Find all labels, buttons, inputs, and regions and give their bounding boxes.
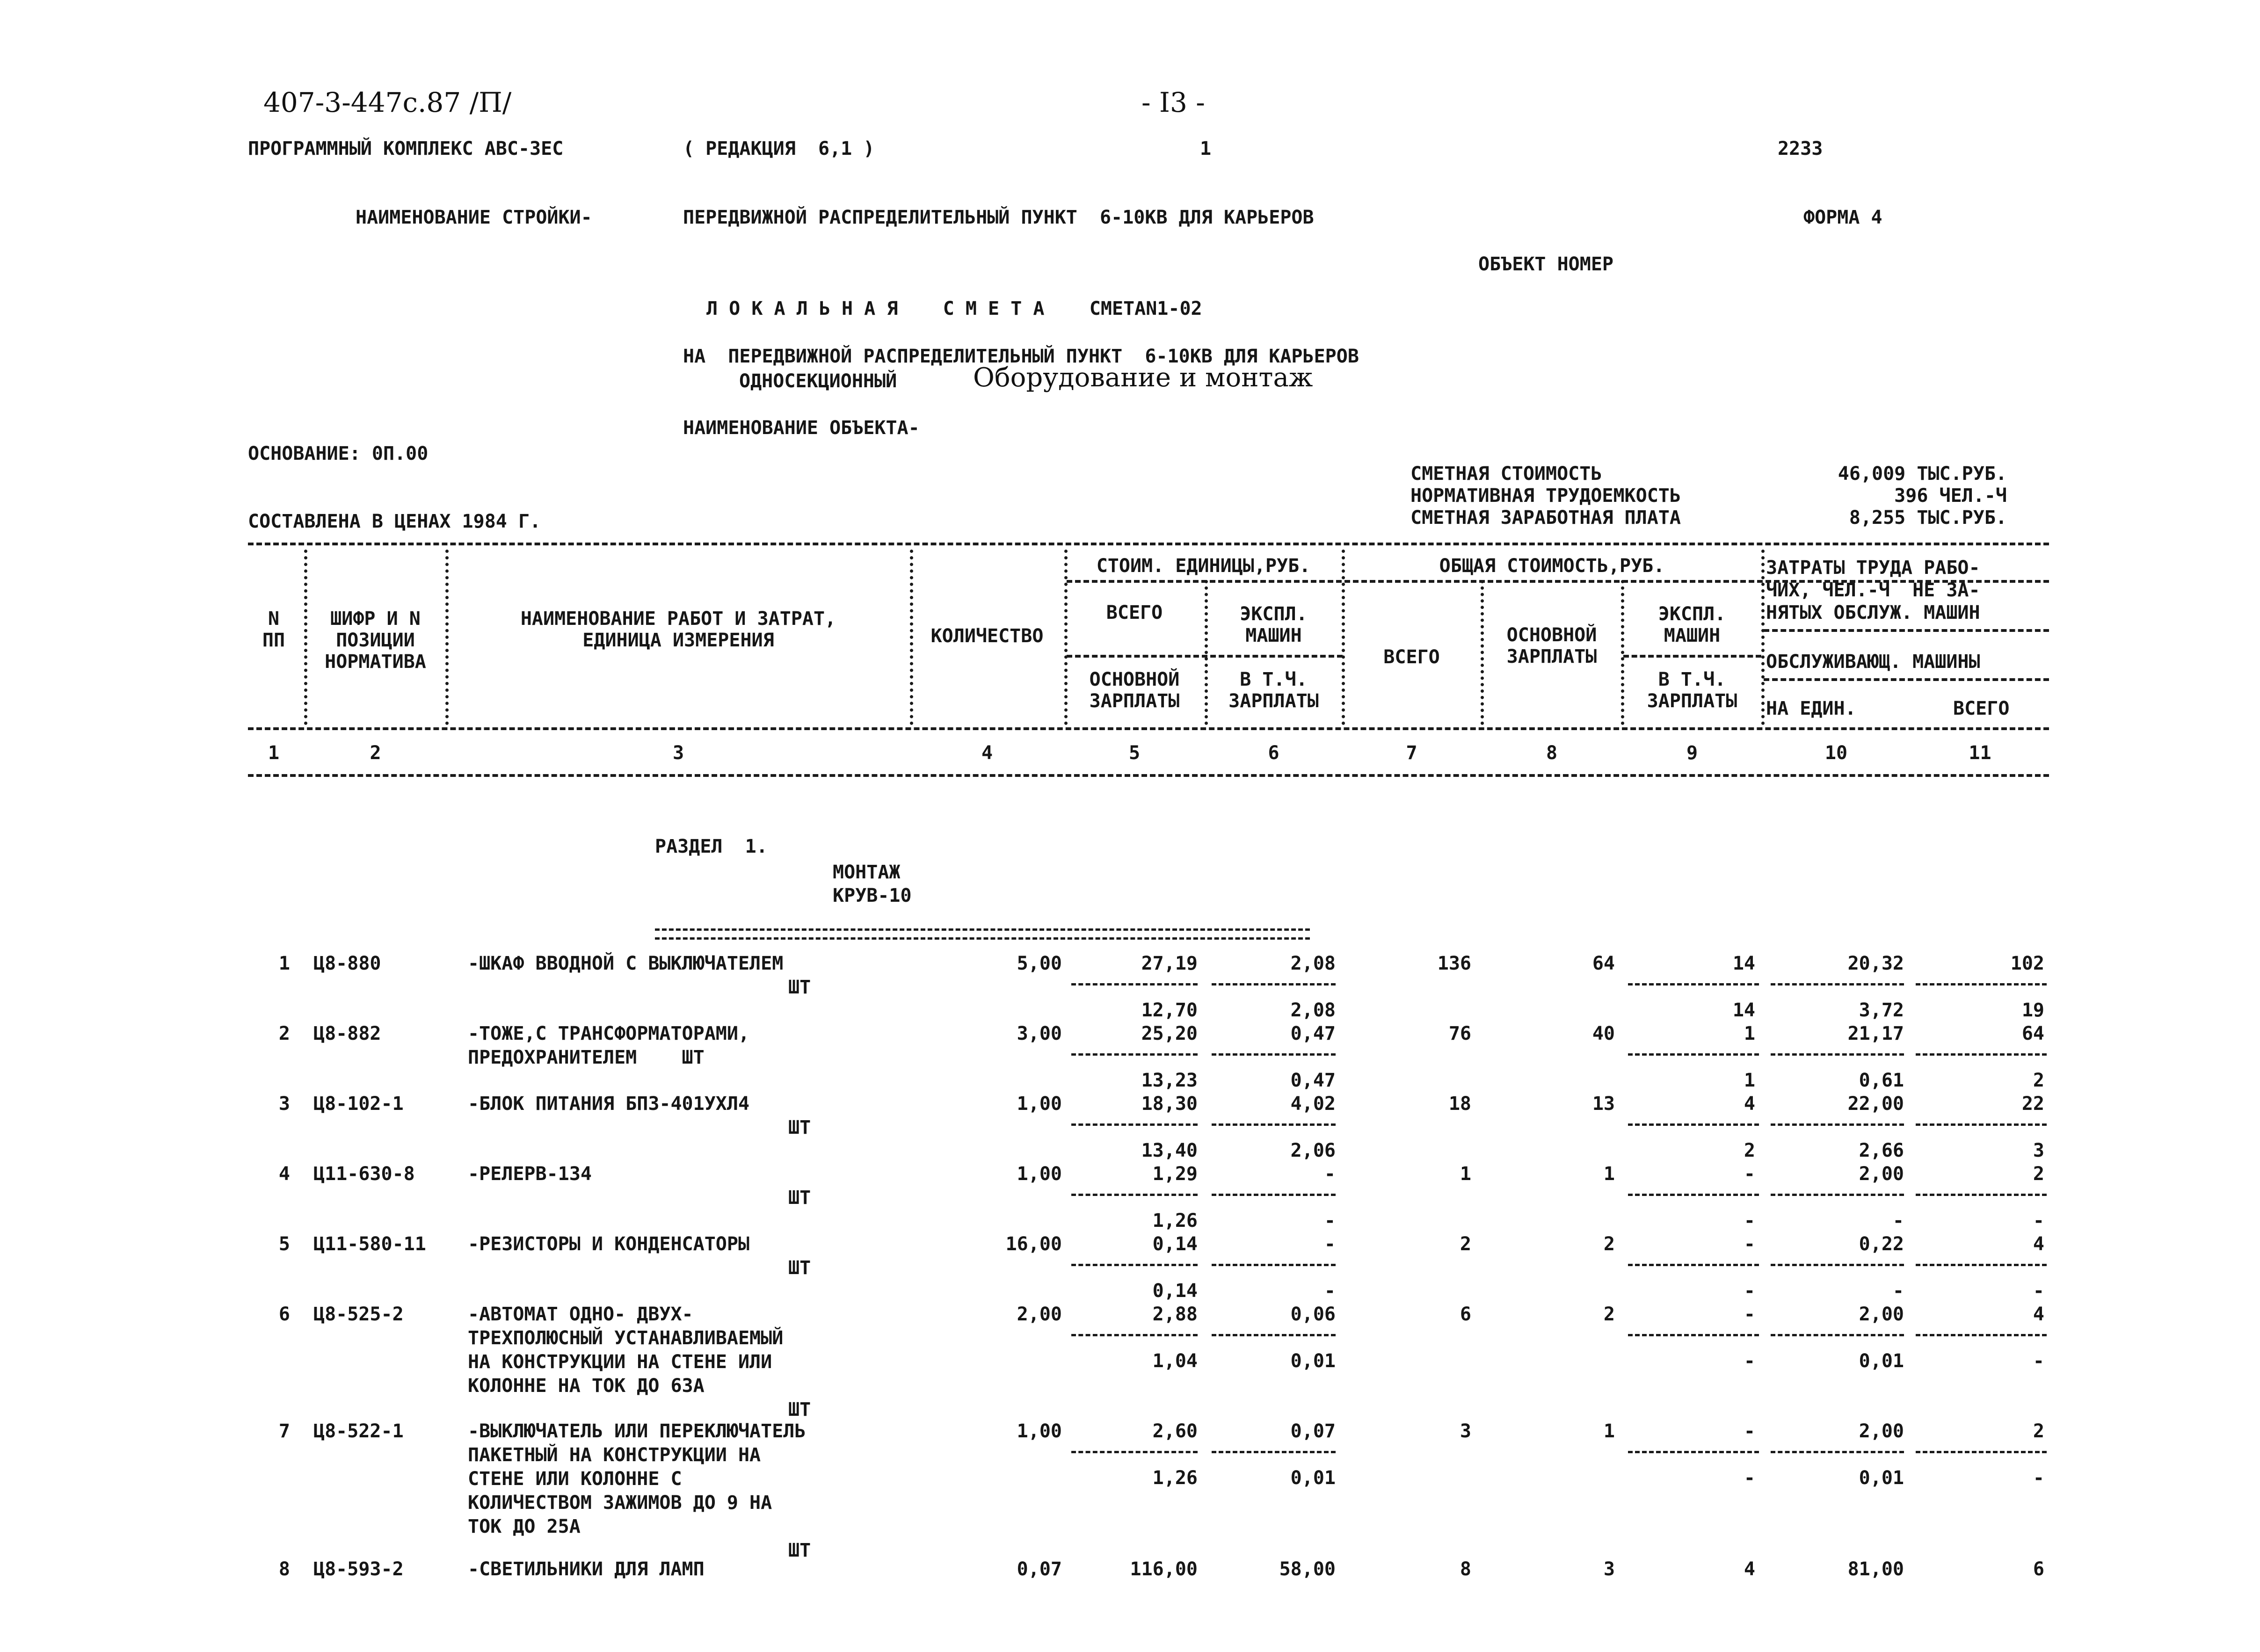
th-total-cost: ОБЩАЯ СТОИМОСТЬ,РУБ. [1439, 555, 1665, 577]
cell-t-incl: - [1744, 1467, 1755, 1489]
row-name-line: -ШКАФ ВВОДНОЙ С ВЫКЛЮЧАТЕЛЕМ [468, 953, 784, 974]
cell-sub-rule [1628, 1451, 1759, 1453]
estimate-for-line1: НА ПЕРЕДВИЖНОЙ РАСПРЕДЕЛИТЕЛЬНЫЙ ПУНКТ 6-10КВ ДЛЯ КАРЬЕРОВ [683, 346, 1359, 367]
cell-l-unit: 2,00 [1859, 1304, 1904, 1325]
cell-t-mach: - [1744, 1163, 1755, 1185]
cell-t-basic: 40 [1592, 1023, 1615, 1044]
header-bottom-rule [248, 727, 2049, 730]
cell-t-basic: 13 [1592, 1093, 1615, 1115]
cell-l-total2: - [2033, 1210, 2044, 1232]
row-number: 3 [278, 1093, 290, 1115]
th-number: N ПП [262, 608, 285, 651]
row-code: Ц11-630-8 [313, 1163, 415, 1185]
basis: ОСНОВАНИЕ: 0П.00 [248, 443, 429, 464]
cell-sub-rule [1071, 1264, 1198, 1266]
cell-u-basic: 13,40 [1141, 1140, 1198, 1161]
cell-l-unit: 21,17 [1847, 1023, 1904, 1044]
cell-u-basic: 13,23 [1141, 1070, 1198, 1091]
cell-u-incl: - [1324, 1210, 1336, 1232]
cell-t-basic: 1 [1603, 1163, 1615, 1185]
col-number: 7 [1406, 742, 1417, 764]
cell-u-incl: 0,01 [1290, 1467, 1336, 1489]
cell-t-all: 3 [1460, 1420, 1471, 1442]
cell-qty: 2,00 [1017, 1304, 1062, 1325]
cell-sub-rule [1771, 1123, 1904, 1126]
th-unit-incl: В Т.Ч. ЗАРПЛАТЫ [1228, 669, 1319, 712]
header-top-rule [248, 543, 2049, 545]
cell-qty: 1,00 [1017, 1093, 1062, 1115]
col-divider [445, 550, 449, 725]
row-number: 8 [278, 1558, 290, 1580]
th-labor-unit: НА ЕДИН. [1766, 698, 1856, 719]
cell-l-total2: 19 [2021, 1000, 2044, 1021]
cell-u-basic: 0,14 [1152, 1280, 1198, 1302]
cell-t-mach: 1 [1744, 1023, 1755, 1044]
cell-u-mach: 0,47 [1290, 1023, 1336, 1044]
handwritten-object-name: Оборудование и монтаж [973, 362, 1313, 393]
col-divider [1761, 550, 1765, 725]
cell-sub-rule [1771, 1053, 1904, 1056]
cell-u-mach: 0,06 [1290, 1304, 1336, 1325]
section-subtitle: КРУВ-10 [833, 885, 912, 906]
col-number: 2 [370, 742, 381, 764]
cell-l-total: 2 [2033, 1163, 2044, 1185]
cell-sub-rule [1212, 1264, 1336, 1266]
cell-u-incl: - [1324, 1280, 1336, 1302]
summary-label-wage: СМЕТНАЯ ЗАРАБОТНАЯ ПЛАТА [1410, 507, 1681, 529]
th-unit-total: ВСЕГО [1106, 602, 1163, 623]
th-quantity: КОЛИЧЕСТВО [930, 625, 1044, 647]
cell-t-incl: - [1744, 1210, 1755, 1232]
cell-sub-rule [1771, 1451, 1904, 1453]
row-name-line: -РЕЛЕРВ-134 [468, 1163, 592, 1185]
row-code: Ц8-102-1 [313, 1093, 404, 1115]
form-label: ФОРМА 4 [1803, 207, 1882, 228]
cell-sub-rule [1071, 1053, 1198, 1056]
cell-t-basic: 2 [1603, 1304, 1615, 1325]
cell-u-mach: 0,07 [1290, 1420, 1336, 1442]
row-name-line: -БЛОК ПИТАНИЯ БПЗ-401УХЛ4 [468, 1093, 750, 1115]
cell-t-mach: - [1744, 1233, 1755, 1255]
cell-u-mach: 58,00 [1279, 1558, 1336, 1580]
row-name-line: ПАКЕТНЫЙ НА КОНСТРУКЦИИ НА [468, 1444, 761, 1466]
cell-l-unit2: - [1892, 1210, 1904, 1232]
row-name-line: -АВТОМАТ ОДНО- ДВУХ- [468, 1304, 693, 1325]
th-total-all: ВСЕГО [1383, 646, 1440, 668]
construction-label: НАИМЕНОВАНИЕ СТРОЙКИ- [356, 207, 592, 228]
row-name-line: ТОК ДО 25А [468, 1516, 581, 1537]
cell-u-mach: - [1324, 1233, 1336, 1255]
cell-sub-rule [1916, 1194, 2047, 1196]
cell-t-all: 76 [1448, 1023, 1471, 1044]
th-total-machines: ЭКСПЛ. МАШИН [1658, 603, 1726, 646]
cell-t-mach: - [1744, 1304, 1755, 1325]
cell-l-total: 4 [2033, 1304, 2044, 1325]
col-number: 9 [1686, 742, 1698, 764]
cell-qty: 1,00 [1017, 1420, 1062, 1442]
subheader-rule [1623, 655, 1761, 658]
cell-t-incl: 2 [1744, 1140, 1755, 1161]
cell-sub-rule [1212, 1194, 1336, 1196]
row-unit: ШТ [788, 1540, 811, 1561]
row-name-line: СТЕНЕ ИЛИ КОЛОННЕ С [468, 1468, 682, 1490]
cell-u-basic: 1,04 [1152, 1350, 1198, 1372]
cell-sub-rule [1212, 1451, 1336, 1453]
cell-t-all: 2 [1460, 1233, 1471, 1255]
section-double-rule [655, 928, 1310, 940]
cell-u-incl: 0,47 [1290, 1070, 1336, 1091]
th-labor: ЗАТРАТЫ ТРУДА РАБО- ЧИХ, ЧЕЛ.-Ч НЕ ЗА- НЯТЫХ ОБСЛУЖ. МАШИН [1766, 557, 1980, 623]
cell-t-incl: - [1744, 1280, 1755, 1302]
cell-qty: 3,00 [1017, 1023, 1062, 1044]
cell-qty: 5,00 [1017, 953, 1062, 974]
col-divider [1342, 550, 1345, 725]
cell-u-total: 27,19 [1141, 953, 1198, 974]
cell-u-mach: - [1324, 1163, 1336, 1185]
cell-t-incl: 1 [1744, 1070, 1755, 1091]
row-code: Ц8-880 [313, 953, 381, 974]
sheet-number: 1 [1200, 138, 1212, 159]
cell-sub-rule [1771, 1334, 1904, 1336]
cell-t-basic: 64 [1592, 953, 1615, 974]
cell-l-total2: 3 [2033, 1140, 2044, 1161]
cell-sub-rule [1628, 1334, 1759, 1336]
col-number: 6 [1268, 742, 1279, 764]
cell-l-unit2: 2,66 [1859, 1140, 1904, 1161]
cell-t-incl: - [1744, 1350, 1755, 1372]
estimate-title: Л О К А Л Ь Н А Я С М Е Т А СМЕТАN1-02 [706, 298, 1202, 319]
cell-l-unit: 81,00 [1847, 1558, 1904, 1580]
col-number: 5 [1128, 742, 1141, 764]
row-number: 5 [278, 1233, 290, 1255]
cell-u-incl: 0,01 [1290, 1350, 1336, 1372]
cell-sub-rule [1071, 1194, 1198, 1196]
cell-t-all: 8 [1460, 1558, 1471, 1580]
row-name-line: -ТОЖЕ,С ТРАНСФОРМАТОРАМИ, [468, 1023, 750, 1044]
col-number: 3 [672, 742, 684, 764]
cell-sub-rule [1916, 1123, 2047, 1126]
cell-t-mach: 4 [1744, 1558, 1755, 1580]
row-code: Ц8-522-1 [313, 1420, 404, 1442]
cell-t-mach: 14 [1732, 953, 1755, 974]
cell-qty: 1,00 [1017, 1163, 1062, 1185]
cell-l-unit2: 0,01 [1859, 1467, 1904, 1489]
cell-u-total: 2,88 [1152, 1304, 1198, 1325]
doc-number-code: 2233 [1778, 138, 1823, 159]
cell-sub-rule [1628, 1194, 1759, 1196]
cell-t-all: 136 [1437, 953, 1471, 974]
cell-u-total: 18,30 [1141, 1093, 1198, 1115]
cell-sub-rule [1071, 1451, 1198, 1453]
cell-l-unit2: 0,01 [1859, 1350, 1904, 1372]
cell-t-all: 1 [1460, 1163, 1471, 1185]
col-number: 8 [1546, 742, 1558, 764]
cell-sub-rule [1916, 1264, 2047, 1266]
summary-value-cost: 46,009 ТЫС.РУБ. [1838, 463, 2007, 485]
row-code: Ц8-525-2 [313, 1304, 404, 1325]
th-unit-cost: СТОИМ. ЕДИНИЦЫ,РУБ. [1096, 555, 1311, 577]
row-number: 1 [278, 953, 290, 974]
cell-l-unit: 2,00 [1859, 1163, 1904, 1185]
cell-t-basic: 1 [1603, 1420, 1615, 1442]
row-name-line: КОЛИЧЕСТВОМ ЗАЖИМОВ ДО 9 НА [468, 1492, 772, 1514]
th-unit-machines: ЭКСПЛ. МАШИН [1240, 603, 1308, 646]
construction-name: ПЕРЕДВИЖНОЙ РАСПРЕДЕЛИТЕЛЬНЫЙ ПУНКТ 6-10КВ ДЛЯ КАРЬЕРОВ [683, 207, 1314, 228]
cell-l-unit2: - [1892, 1280, 1904, 1302]
row-name-line: -РЕЗИСТОРЫ И КОНДЕНСАТОРЫ [468, 1233, 750, 1255]
cell-sub-rule [1771, 983, 1904, 985]
row-number: 2 [278, 1023, 290, 1044]
th-unit-basic: ОСНОВНОЙ ЗАРПЛАТЫ [1089, 669, 1180, 712]
cell-u-basic: 1,26 [1152, 1467, 1198, 1489]
cell-u-incl: 2,08 [1290, 1000, 1336, 1021]
row-unit: ШТ [788, 1257, 811, 1279]
row-code: Ц8-882 [313, 1023, 381, 1044]
cell-sub-rule [1628, 1123, 1759, 1126]
cell-sub-rule [1628, 1264, 1759, 1266]
cell-sub-rule [1212, 1053, 1336, 1056]
object-number-label: ОБЪЕКТ НОМЕР [1478, 254, 1613, 275]
object-name-label: НАИМЕНОВАНИЕ ОБЪЕКТА- [683, 417, 920, 439]
col-divider [1621, 580, 1624, 725]
cell-sub-rule [1071, 983, 1198, 985]
edition: ( РЕДАКЦИЯ 6,1 ) [683, 138, 875, 159]
cell-l-total: 6 [2033, 1558, 2044, 1580]
row-name-line: ТРЕХПОЛЮСНЫЙ УСТАНАВЛИВАЕМЫЙ [468, 1327, 784, 1349]
row-unit: ШТ [788, 977, 811, 998]
col-number: 11 [1969, 742, 1991, 764]
cell-u-basic: 1,26 [1152, 1210, 1198, 1232]
row-number: 7 [278, 1420, 290, 1442]
row-name-line: ПРЕДОХРАНИТЕЛЕМ ШТ [468, 1047, 705, 1068]
header-numbers-rule [248, 774, 2049, 777]
subheader-rule [1764, 678, 2049, 681]
row-code: Ц11-580-11 [313, 1233, 426, 1255]
col-number: 10 [1824, 742, 1848, 764]
cell-u-total: 2,60 [1152, 1420, 1198, 1442]
page-number: - I3 - [1141, 87, 1205, 118]
row-name-line: -СВЕТИЛЬНИКИ ДЛЯ ЛАМП [468, 1558, 705, 1580]
cell-l-total: 2 [2033, 1420, 2044, 1442]
cell-u-total: 0,14 [1152, 1233, 1198, 1255]
cell-u-mach: 2,08 [1290, 953, 1336, 974]
document-code: 407-3-447с.87 /П/ [263, 87, 512, 118]
cell-qty: 0,07 [1017, 1558, 1062, 1580]
cell-sub-rule [1628, 983, 1759, 985]
summary-value-wage: 8,255 ТЫС.РУБ. [1849, 507, 2007, 529]
cell-t-all: 6 [1460, 1304, 1471, 1325]
cell-u-total: 1,29 [1152, 1163, 1198, 1185]
col-divider [1481, 580, 1484, 725]
subheader-rule [1067, 655, 1343, 658]
program-name: ПРОГРАММНЫЙ КОМПЛЕКС АВС-ЗЕС [248, 138, 564, 159]
col-number: 1 [268, 742, 280, 764]
cell-l-unit2: 3,72 [1859, 1000, 1904, 1021]
section-subtitle: МОНТАЖ [833, 862, 901, 883]
cell-sub-rule [1771, 1264, 1904, 1266]
th-name: НАИМЕНОВАНИЕ РАБОТ И ЗАТРАТ, ЕДИНИЦА ИЗМЕРЕНИЯ [520, 608, 836, 651]
cell-sub-rule [1916, 1334, 2047, 1336]
summary-value-labor: 396 ЧЕЛ.-Ч [1894, 485, 2007, 507]
th-total-incl: В Т.Ч. ЗАРПЛАТЫ [1647, 669, 1737, 712]
cell-sub-rule [1916, 1451, 2047, 1453]
cell-l-total: 64 [2021, 1023, 2044, 1044]
cell-sub-rule [1212, 1334, 1336, 1336]
cell-u-total: 116,00 [1130, 1558, 1198, 1580]
section-title: РАЗДЕЛ 1. [655, 836, 768, 857]
summary-label-labor: НОРМАТИВНАЯ ТРУДОЕМКОСТЬ [1410, 485, 1681, 507]
row-name-line: КОЛОННЕ НА ТОК ДО 63А [468, 1375, 705, 1397]
cell-sub-rule [1916, 1053, 2047, 1056]
th-total-basic: ОСНОВНОЙ ЗАРПЛАТЫ [1506, 624, 1597, 667]
cell-l-total2: - [2033, 1467, 2044, 1489]
cell-l-total2: 2 [2033, 1070, 2044, 1091]
cell-l-unit: 22,00 [1847, 1093, 1904, 1115]
cell-sub-rule [1916, 983, 2047, 985]
subheader-rule [1764, 629, 2049, 632]
cell-t-mach: - [1744, 1420, 1755, 1442]
th-labor-total: ВСЕГО [1953, 698, 2010, 719]
col-divider [304, 550, 307, 725]
cell-l-total2: - [2033, 1280, 2044, 1302]
cell-u-total: 25,20 [1141, 1023, 1198, 1044]
summary-label-cost: СМЕТНАЯ СТОИМОСТЬ [1410, 463, 1602, 485]
cell-t-basic: 3 [1603, 1558, 1615, 1580]
cell-l-total: 4 [2033, 1233, 2044, 1255]
cell-t-all: 18 [1448, 1093, 1471, 1115]
cell-t-mach: 4 [1744, 1093, 1755, 1115]
cell-sub-rule [1071, 1123, 1198, 1126]
cell-u-mach: 4,02 [1290, 1093, 1336, 1115]
estimate-for-line2: ОДНОСЕКЦИОННЫЙ [739, 370, 897, 392]
row-number: 4 [278, 1163, 290, 1185]
cell-u-incl: 2,06 [1290, 1140, 1336, 1161]
cell-sub-rule [1071, 1334, 1198, 1336]
th-labor-serv: ОБСЛУЖИВАЮЩ. МАШИНЫ [1766, 651, 1980, 673]
cell-l-unit: 2,00 [1859, 1420, 1904, 1442]
cell-sub-rule [1771, 1194, 1904, 1196]
row-name-line: НА КОНСТРУКЦИИ НА СТЕНЕ ИЛИ [468, 1351, 772, 1373]
row-number: 6 [278, 1304, 290, 1325]
col-number: 4 [981, 742, 993, 764]
row-unit: ШТ [788, 1117, 811, 1138]
cell-qty: 16,00 [1005, 1233, 1062, 1255]
cell-l-unit: 0,22 [1859, 1233, 1904, 1255]
row-code: Ц8-593-2 [313, 1558, 404, 1580]
cell-l-total: 102 [2010, 953, 2044, 974]
row-unit: ШТ [788, 1187, 811, 1209]
cell-l-total: 22 [2021, 1093, 2044, 1115]
cell-t-incl: 14 [1732, 1000, 1755, 1021]
cell-u-basic: 12,70 [1141, 1000, 1198, 1021]
prices-year: СОСТАВЛЕНА В ЦЕНАХ 1984 Г. [248, 511, 541, 532]
cell-l-unit: 20,32 [1847, 953, 1904, 974]
row-unit: ШТ [788, 1399, 811, 1420]
cell-sub-rule [1212, 983, 1336, 985]
cell-t-basic: 2 [1603, 1233, 1615, 1255]
cell-sub-rule [1628, 1053, 1759, 1056]
cell-l-unit2: 0,61 [1859, 1070, 1904, 1091]
th-code: ШИФР И N ПОЗИЦИИ НОРМАТИВА [325, 608, 426, 673]
row-name-line: -ВЫКЛЮЧАТЕЛЬ ИЛИ ПЕРЕКЛЮЧАТЕЛЬ [468, 1420, 806, 1442]
cell-l-total2: - [2033, 1350, 2044, 1372]
cell-sub-rule [1212, 1123, 1336, 1126]
